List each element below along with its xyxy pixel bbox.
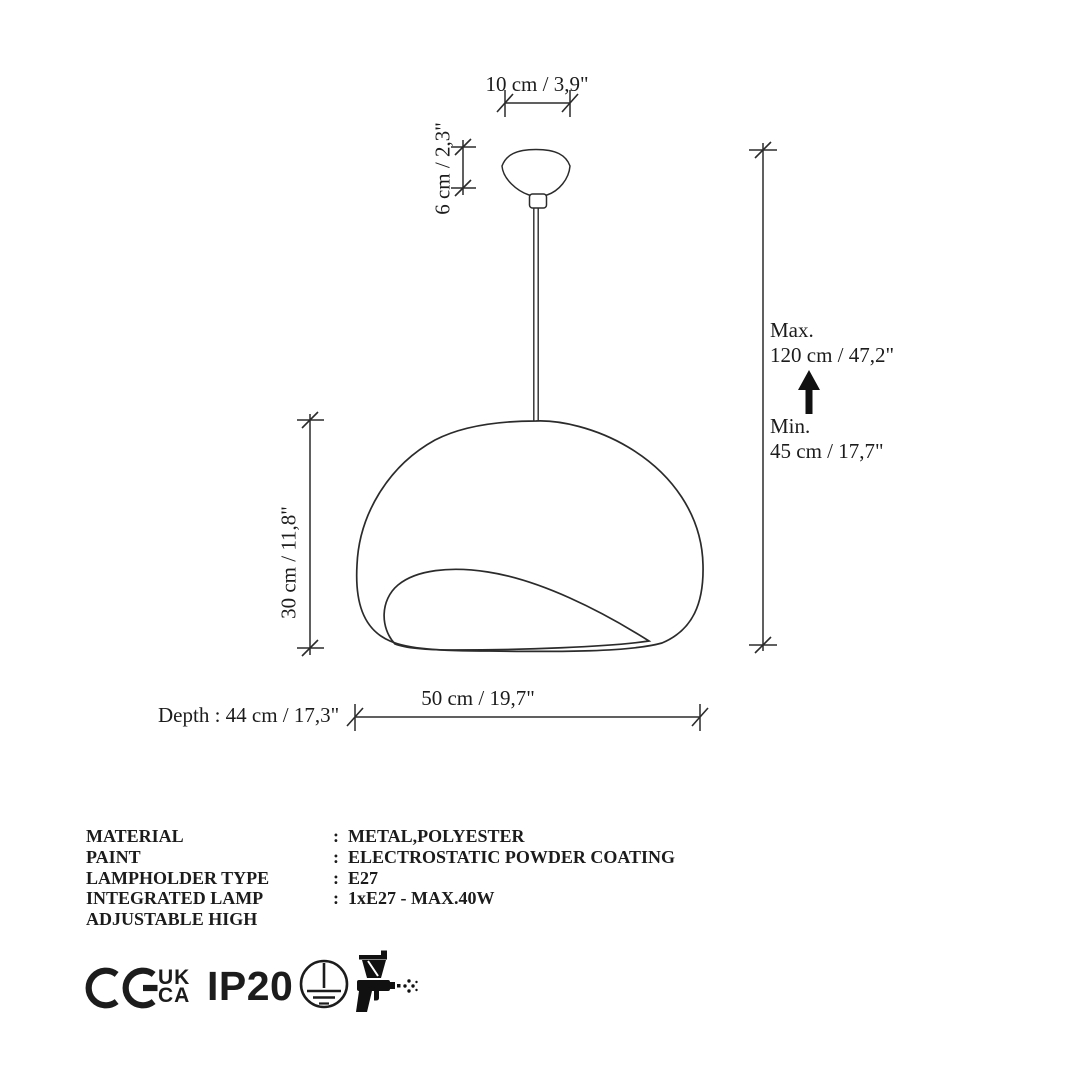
min-height-label: Min. [770, 414, 811, 438]
ukca-top-label: UK [158, 966, 191, 989]
spec-value: 1xE27 - MAX.40W [348, 888, 495, 909]
cord-grip [530, 194, 547, 208]
min-height-value: 45 cm / 17,7" [770, 439, 884, 463]
spray-gun-icon [356, 951, 418, 1013]
shade-width-label: 50 cm / 19,7" [421, 686, 535, 710]
spec-value: E27 [348, 867, 379, 888]
shade-opening-curve [384, 569, 649, 650]
max-height-label: Max. [770, 318, 814, 342]
spec-row-integrated-lamp [86, 888, 675, 909]
depth-label: Depth : 44 cm / 17,3" [158, 703, 340, 727]
shade-outline [357, 421, 703, 652]
canopy-width-label: 10 cm / 3,9" [485, 72, 589, 96]
spec-label: INTEGRATED LAMP [86, 888, 264, 909]
shade-height-label: 30 cm / 11,8" [276, 506, 301, 619]
protective-earth-icon [301, 961, 347, 1007]
spec-label: ADJUSTABLE HIGH [86, 909, 258, 930]
spec-value: METAL,POLYESTER [348, 826, 525, 846]
dimension-overall-height [749, 142, 777, 653]
spec-table [86, 826, 675, 930]
spec-value: ELECTROSTATIC POWDER COATING [348, 846, 676, 867]
spec-separator [333, 909, 348, 930]
ce-mark-icon [89, 971, 158, 1006]
canopy-height-label: 6 cm / 2,3" [430, 122, 455, 215]
canopy-outline [502, 150, 570, 209]
spec-label: PAINT [86, 846, 141, 867]
up-arrow-icon [798, 370, 820, 414]
spec-row-lampholder [86, 868, 675, 889]
max-height-value: 120 cm / 47,2" [770, 343, 895, 367]
ukca-bottom-label: CA [158, 983, 191, 1007]
ukca-mark [158, 966, 191, 1007]
ip-rating-label: IP20 [207, 963, 294, 1009]
spec-row-adjustable-high [86, 909, 675, 930]
spec-label: LAMPHOLDER TYPE [86, 867, 270, 888]
spec-separator: : [333, 826, 339, 846]
spec-row-paint [86, 847, 675, 868]
spec-separator: : [333, 867, 339, 888]
spec-row-material [86, 826, 675, 847]
cord [534, 208, 538, 421]
spec-label: MATERIAL [86, 826, 184, 846]
spec-separator: : [333, 846, 339, 867]
spec-separator: : [333, 888, 339, 909]
